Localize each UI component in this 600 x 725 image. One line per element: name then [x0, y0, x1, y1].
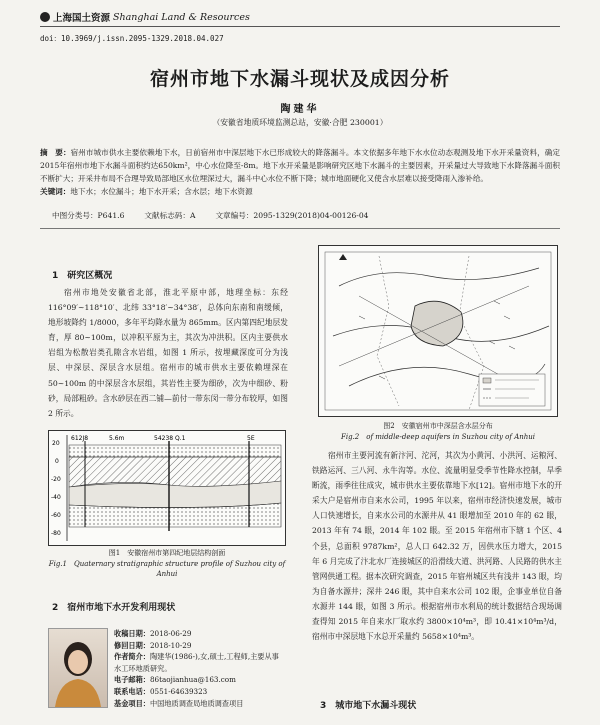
doi: doi：10.3969/j.issn.2095-1329.2018.04.027 [40, 34, 224, 43]
revised-date: 2018-10-29 [149, 640, 192, 650]
aquifer-map [319, 246, 557, 416]
figure-2-caption-cn: 图2 安徽宿州市中深层含水层分布 [383, 422, 493, 430]
section-1-paragraph: 宿州市地处安徽省北部，淮北平原中部，地理坐标：东经 116°09′~118°10′、北纬 33°18′~34°38′，总体向东南和南缓倾，地形坡降约 1/8000，多年平均降水量为 865mm。区内第四纪地层发育，厚 80~100m，以冲积平原为主，其次为冲洪积。区内主要供水岩组为松散岩类孔隙含水岩组，如图 1 所示，按埋藏深度可分为浅层、中深层、深层含水层组。宿州市的城市供水主要依赖埋深在 50~100m 的中深层含水层组，其岩性主要为细砂，次为中细砂、粉砂，局部粗砂。含水砂层在西二铺—前付一带东闵一带分布较厚，如图 2 所示。 [48, 288, 288, 418]
journal-name-cn: 上海国土资源 [53, 13, 111, 24]
abstract-label: 摘 要： [40, 148, 71, 157]
distance-label: 5.6m [109, 435, 125, 442]
abstract [40, 146, 560, 198]
section-3-heading: 3 城市地下水漏斗现状 [320, 701, 417, 711]
received-label: 收稿日期： [114, 629, 150, 638]
author-phone: 0551-64639323 [149, 686, 208, 696]
y-tick: 0 [55, 458, 59, 465]
section-1-heading: 1 研究区概况 [52, 271, 113, 281]
y-tick: 20 [52, 440, 60, 447]
author-info [114, 628, 286, 709]
fund: 中国地质调查局地质调查项目 [149, 698, 244, 708]
journal-name-en: Shanghai Land & Resources [113, 11, 250, 23]
journal-header [40, 10, 250, 24]
y-tick: -20 [51, 476, 61, 483]
figure-2-caption-en: Fig.2 of middle-deep aquifers in Suzhou city of Anhui [340, 433, 536, 441]
section-rule [40, 228, 560, 229]
affiliation: （安徽省地质环境监测总站，安徽·合肥 230001） [212, 118, 388, 127]
well-label: 612J8 [71, 435, 89, 442]
author-photo [48, 628, 108, 708]
author-bio: 陶建华(1986-),女,硕士,工程师,主要从事水工环地质研究。 [114, 652, 279, 673]
figure-2-map [318, 245, 558, 417]
figure-1 [48, 430, 286, 546]
y-tick: -80 [51, 530, 61, 537]
phone-label: 联系电话： [114, 686, 150, 696]
stratigraphic-profile [49, 431, 285, 545]
figure-1-caption-en: Fig.1 Quaternary stratigraphic structure profile of Suzhou city of Anhui [48, 560, 286, 578]
author: 陶建华 [280, 104, 320, 115]
well-label: 5E [247, 435, 255, 442]
y-tick: -60 [51, 512, 61, 519]
keywords-label: 关键词： [40, 187, 71, 196]
journal-logo-icon [40, 12, 50, 22]
clc-number: 中图分类号：P641.6 [52, 211, 125, 220]
classification-row [52, 210, 560, 221]
y-tick: -40 [51, 494, 61, 501]
revised-label: 修回日期： [114, 640, 150, 650]
keywords: 地下水；水位漏斗；地下水开采；含水层；地下水资源 [70, 187, 253, 196]
right-column-paragraph: 宿州市主要河流有新汴河、沱河，其次为小黄河、小洪河、运粮河、铁路运河、三八河、永牛沟等。水位、流量明显受季节性降水控制，旱季断流，雨季往往成灾，城市供水主要依靠地下水[12]。宿州市地下水的开采大户是宿州市自来水公司，1995 年以来，宿州市经济快速发展，城市人口快速增长，自来水公司的水源井从 41 眼增加至 2010 年的 62 眼，2013 年有 74 眼，2014 年 102 眼。至 2015 年宿州市下辖 1 个区、4 个县，总面积 9787km²，总人口 642.32 万，因供水压力增大，2015 年 6 月完成了汴北水厂连接城区的沿滑线大道、洪河路、人民路的供水主管网供通工程。据本次研究调查，2015 年宿州城区共有浅井 143 眼，均为自备水源井；深井 246 眼，其中自来水公司 102 眼，企事业单位自备水源井 144 眼，如图 3 所示。根据宿州市水利局的统计数据结合现场调查得知 2015 年自来水厂取水约 3800×10⁴m³，即 10.41×10⁴m³/d，宿州市中深层地下水总开采量约 5658×10⁴m³。 [312, 451, 562, 642]
email-label: 电子邮箱： [114, 675, 150, 685]
bio-label: 作者简介： [114, 652, 150, 662]
received-date: 2018-06-29 [149, 629, 192, 638]
figure-1-caption-cn: 图1 安徽宿州市第四纪地层结构剖面 [108, 549, 226, 557]
well-label: 54238 Q.1 [154, 435, 186, 442]
author-email: 86taojianhua@163.com [149, 675, 236, 685]
article-number: 文章编号：2095-1329(2018)04-00126-04 [215, 211, 369, 220]
paper-title: 宿州市地下水漏斗现状及成因分析 [149, 68, 450, 90]
header-rule [40, 26, 560, 27]
fund-label: 基金项目： [114, 698, 150, 708]
abstract-text: 宿州市城市供水主要依赖地下水，日前宿州市中深层地下水已形成较大的降落漏斗。本文依据多年地下水水位动态观测及地下水开采量资料，确定2015年宿州市地下水漏斗面积约达650km²，中心水位降至-8m。地下水开采量是影响研究区地下水漏斗的主要因素，开采量过大导致地下水降落漏斗面积不断扩大；开采井布局不合理导致局部地区水位埋深过大，漏斗中心水位不断下降；城市地面硬化又使含水层难以接受降雨入渗补给。 [40, 148, 560, 183]
section-2-heading: 2 宿州市地下水开发利用现状 [52, 603, 176, 613]
document-code: 文献标志码：A [144, 211, 196, 220]
